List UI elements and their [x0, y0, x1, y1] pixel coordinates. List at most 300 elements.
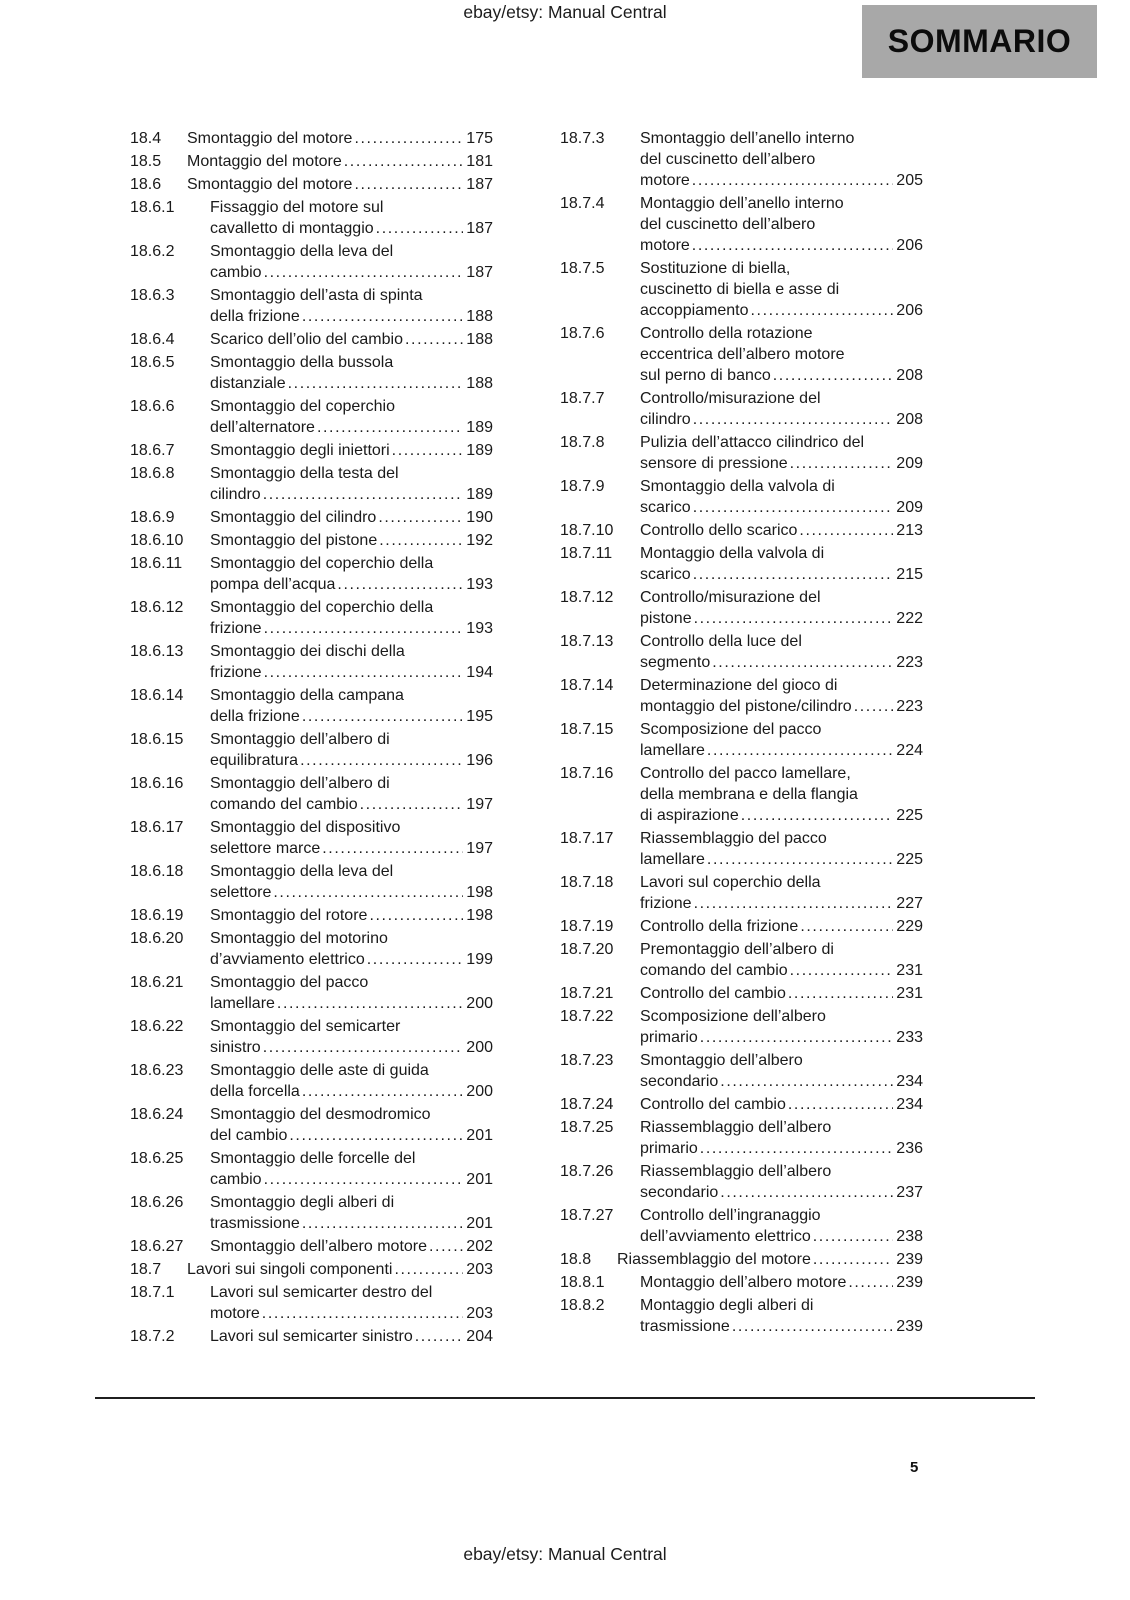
toc-title-line: Smontaggio dell’albero: [640, 1052, 803, 1069]
toc-title-lastline: [210, 440, 493, 461]
toc-entry: [560, 388, 923, 430]
toc-title-text: lamellare: [640, 742, 705, 759]
toc-title-text: selettore marce: [210, 840, 321, 857]
dot-leader: [289, 1125, 463, 1146]
toc-entry-title: [210, 1236, 493, 1257]
toc-entry-page: 189: [466, 486, 493, 503]
toc-title-text: sinistro: [210, 1039, 261, 1056]
toc-entry-number: 18.7.1: [130, 1284, 175, 1301]
toc-column-right: [560, 128, 923, 1349]
toc-title-line: Lavori sul semicarter destro del: [210, 1284, 433, 1301]
dot-leader: [302, 706, 463, 727]
toc-entry: [560, 543, 923, 585]
toc-entry-title: [640, 983, 923, 1004]
toc-title-text: Lavori sui singoli componenti: [187, 1261, 393, 1278]
toc-entry: [130, 1060, 493, 1102]
toc-entry-page: 215: [896, 566, 923, 583]
toc-entry-page: 200: [466, 1039, 493, 1056]
dot-leader: [337, 574, 463, 595]
toc-title-lastline: [640, 960, 923, 981]
toc-title-text: distanziale: [210, 375, 286, 392]
toc-entry-page: 195: [466, 708, 493, 725]
toc-entry-page: 193: [466, 620, 493, 637]
toc-entry-number: 18.6.22: [130, 1018, 184, 1035]
toc-entry-number: 18.7.6: [560, 325, 605, 342]
toc-entry-page: 193: [466, 576, 493, 593]
toc-entry: [130, 530, 493, 551]
dot-leader: [700, 1027, 894, 1048]
toc-title-lastline: [210, 662, 493, 683]
toc-title-lastline: [640, 365, 923, 386]
toc-entry-title: [640, 1050, 923, 1092]
toc-title-line: Pulizia dell’attacco cilindrico del: [640, 434, 865, 451]
toc-title-text: Smontaggio del rotore: [210, 907, 368, 924]
toc-title-text: frizione: [210, 620, 262, 637]
toc-title-lastline: [210, 507, 493, 528]
toc-title-lastline: [210, 484, 493, 505]
dot-leader: [694, 893, 894, 914]
toc-entry: [560, 1050, 923, 1092]
toc-entry-number: 18.7: [130, 1261, 162, 1278]
toc-entry-title: [210, 285, 493, 327]
toc-entry: [130, 1326, 493, 1347]
toc-title-text: Smontaggio del pistone: [210, 532, 378, 549]
toc-title-line: Smontaggio del coperchio: [210, 398, 396, 415]
toc-title-lastline: [210, 530, 493, 551]
toc-entry-page: 206: [896, 302, 923, 319]
toc-entry-page: 227: [896, 895, 923, 912]
toc-entry-number: 18.7.22: [560, 1008, 614, 1025]
toc-entry-number: 18.7.10: [560, 522, 614, 539]
toc-entry-title: [640, 1094, 923, 1115]
toc-title-line: della membrana e della flangia: [640, 786, 858, 803]
toc-title-line: Riassemblaggio dell’albero: [640, 1119, 832, 1136]
toc-entry: [130, 685, 493, 727]
toc-entry: [560, 719, 923, 761]
toc-title-lastline: [210, 417, 493, 438]
toc-title-text: cambio: [210, 264, 262, 281]
toc-title-line: Montaggio degli alberi di: [640, 1297, 814, 1314]
toc-entry-number: 18.7.18: [560, 874, 614, 891]
toc-entry: [560, 520, 923, 541]
toc-entry-number: 18.7.4: [560, 195, 605, 212]
toc-entry-title: [640, 323, 923, 386]
toc-entry-title: [640, 587, 923, 629]
toc-entry-page: 189: [466, 442, 493, 459]
toc-entry-number: 18.8.1: [560, 1274, 605, 1291]
toc-title-lastline: [640, 893, 923, 914]
toc-entry: [560, 432, 923, 474]
toc-entry-number: 18.6.20: [130, 930, 184, 947]
toc-entry: [130, 905, 493, 926]
toc-entry-page: 239: [896, 1318, 923, 1335]
dot-leader: [720, 1182, 893, 1203]
toc-title-line: Smontaggio degli alberi di: [210, 1194, 395, 1211]
dot-leader: [693, 409, 894, 430]
dot-leader: [790, 453, 894, 474]
toc-title-line: Lavori sul coperchio della: [640, 874, 821, 891]
toc-entry-title: [640, 258, 923, 321]
toc-title-lastline: [640, 453, 923, 474]
toc-entry: [130, 128, 493, 149]
toc-entry-page: 239: [896, 1274, 923, 1291]
toc-title-lastline: [187, 151, 493, 172]
toc-title-lastline: [210, 1169, 493, 1190]
toc-entry-title: [210, 1326, 493, 1347]
toc-title-line: Riassemblaggio del pacco: [640, 830, 827, 847]
toc-entry-page: 196: [466, 752, 493, 769]
toc-entry-title: [210, 352, 493, 394]
toc-entry-page: 194: [466, 664, 493, 681]
toc-title-text: Smontaggio dell’albero motore: [210, 1238, 428, 1255]
toc-entry-number: 18.6.14: [130, 687, 184, 704]
toc-entry-number: 18.7.8: [560, 434, 605, 451]
toc-title-lastline: [640, 916, 923, 937]
toc-title-text: scarico: [640, 499, 691, 516]
toc-entry-page: 181: [466, 153, 493, 170]
toc-entry-title: [210, 197, 493, 239]
toc-title-text: motore: [640, 172, 690, 189]
toc-entry-title: [640, 1161, 923, 1203]
toc-title-lastline: [640, 497, 923, 518]
toc-entry-number: 18.6.17: [130, 819, 184, 836]
toc-entry-title: [210, 553, 493, 595]
toc-entry-number: 18.6.21: [130, 974, 184, 991]
dot-leader: [693, 564, 894, 585]
dot-leader: [300, 750, 463, 771]
toc-title-text: pistone: [640, 610, 692, 627]
toc-title-line: Smontaggio dell’albero di: [210, 775, 390, 792]
toc-title-lastline: [187, 1259, 493, 1280]
toc-title-text: comando del cambio: [210, 796, 358, 813]
toc-entry-title: [640, 631, 923, 673]
dot-leader: [378, 507, 463, 528]
toc-title-text: Montaggio del motore: [187, 153, 342, 170]
toc-entry: [560, 1161, 923, 1203]
toc-title-line: cuscinetto di biella e asse di: [640, 281, 840, 298]
toc-title-lastline: [210, 882, 493, 903]
toc-entry: [130, 329, 493, 350]
toc-title-line: Smontaggio della leva del: [210, 243, 394, 260]
toc-entry-number: 18.6.10: [130, 532, 184, 549]
dot-leader: [394, 1259, 463, 1280]
toc-entry-number: 18.6.9: [130, 509, 175, 526]
toc-title-line: Controllo della rotazione: [640, 325, 813, 342]
toc-entry-number: 18.6.11: [130, 555, 183, 572]
toc-entry-number: 18.6.8: [130, 465, 175, 482]
toc-entry-number: 18.6.24: [130, 1106, 184, 1123]
toc-entry: [560, 1006, 923, 1048]
toc-entry: [130, 174, 493, 195]
toc-entry-page: 233: [896, 1029, 923, 1046]
toc-title-text: della frizione: [210, 708, 300, 725]
toc-entry: [130, 507, 493, 528]
toc-title-lastline: [210, 1037, 493, 1058]
toc-title-text: Controllo del cambio: [640, 985, 786, 1002]
toc-entry-number: 18.6.3: [130, 287, 175, 304]
toc-title-line: Smontaggio della valvola di: [640, 478, 835, 495]
toc-entry-page: 188: [466, 375, 493, 392]
toc-title-line: Scomposizione del pacco: [640, 721, 822, 738]
dot-leader: [732, 1316, 893, 1337]
toc-title-line: Controllo/misurazione del: [640, 589, 821, 606]
toc-entry-page: 205: [896, 172, 923, 189]
toc-entry-number: 18.6.25: [130, 1150, 184, 1167]
toc-title-text: frizione: [640, 895, 692, 912]
toc-entry: [560, 1117, 923, 1159]
toc-title-lastline: [640, 1226, 923, 1247]
dot-leader: [720, 1071, 893, 1092]
toc-entry: [560, 872, 923, 914]
toc-title-lastline: [210, 838, 493, 859]
toc-title-lastline: [210, 1236, 493, 1257]
dot-leader: [405, 329, 463, 350]
toc-entry: [130, 241, 493, 283]
toc-entry: [130, 861, 493, 903]
toc-entry-number: 18.7.9: [560, 478, 605, 495]
toc-entry-page: 204: [466, 1328, 493, 1345]
toc-entry: [560, 983, 923, 1004]
dot-leader: [262, 1303, 464, 1324]
toc-title-lastline: [640, 696, 923, 717]
dot-leader: [788, 983, 893, 1004]
toc-entry-page: 209: [896, 499, 923, 516]
toc-title-lastline: [640, 1272, 923, 1293]
toc-entry-title: [210, 773, 493, 815]
toc-entry-title: [640, 476, 923, 518]
toc-title-line: Smontaggio della leva del: [210, 863, 394, 880]
toc-title-line: Smontaggio del desmodromico: [210, 1106, 431, 1123]
toc-title-lastline: [640, 740, 923, 761]
toc-entry: [130, 197, 493, 239]
toc-title-text: Controllo dello scarico: [640, 522, 798, 539]
toc-title-line: Smontaggio del coperchio della: [210, 599, 434, 616]
dot-leader: [813, 1226, 894, 1247]
toc-title-text: d’avviamento elettrico: [210, 951, 365, 968]
toc-entry: [130, 151, 493, 172]
toc-title-line: Riassemblaggio dell’albero: [640, 1163, 832, 1180]
toc-entry-number: 18.6.4: [130, 331, 175, 348]
toc-title-text: frizione: [210, 664, 262, 681]
toc-entry: [130, 352, 493, 394]
toc-entry-number: 18.5: [130, 153, 162, 170]
toc-entry-title: [640, 520, 923, 541]
toc-title-text: di aspirazione: [640, 807, 739, 824]
toc-entry-title: [210, 905, 493, 926]
toc-entry: [560, 675, 923, 717]
toc-title-lastline: [640, 409, 923, 430]
toc-title-lastline: [210, 306, 493, 327]
toc-entry-page: 200: [466, 1083, 493, 1100]
toc-entry-number: 18.6.7: [130, 442, 175, 459]
toc-title-lastline: [210, 1303, 493, 1324]
toc-title-lastline: [640, 652, 923, 673]
toc-entry-page: 206: [896, 237, 923, 254]
toc-entry-number: 18.7.17: [560, 830, 614, 847]
toc-entry-number: 18.6.6: [130, 398, 175, 415]
dot-leader: [692, 235, 894, 256]
toc-entry-number: 18.7.2: [130, 1328, 175, 1345]
toc-entry-page: 200: [466, 995, 493, 1012]
toc-entry: [130, 729, 493, 771]
toc-entry-page: 236: [896, 1140, 923, 1157]
toc-entry-number: 18.6.12: [130, 599, 184, 616]
toc-entry-number: 18.7.3: [560, 130, 605, 147]
toc-title-line: Smontaggio della bussola: [210, 354, 394, 371]
toc-entry: [130, 553, 493, 595]
toc-title-lastline: [210, 794, 493, 815]
toc-entry-page: 229: [896, 918, 923, 935]
toc-entry-page: 225: [896, 807, 923, 824]
toc-entry-title: [640, 1117, 923, 1159]
toc-entry-page: 203: [466, 1261, 493, 1278]
toc-entry-page: 223: [896, 698, 923, 715]
toc-entry-page: 238: [896, 1228, 923, 1245]
dot-leader: [700, 1138, 894, 1159]
dot-leader: [773, 365, 894, 386]
toc-title-line: Controllo/misurazione del: [640, 390, 821, 407]
toc-entry-page: 197: [466, 796, 493, 813]
toc-entry-page: 222: [896, 610, 923, 627]
toc-entry-page: 209: [896, 455, 923, 472]
toc-entry-number: 18.7.11: [560, 545, 613, 562]
toc-entry-title: [210, 972, 493, 1014]
toc-entry-page: 189: [466, 419, 493, 436]
toc-title-line: eccentrica dell’albero motore: [640, 346, 845, 363]
toc-entry: [130, 597, 493, 639]
toc-entry-title: [640, 719, 923, 761]
toc-title-text: motore: [210, 1305, 260, 1322]
toc-title-text: primario: [640, 1029, 698, 1046]
toc-entry-number: 18.6.13: [130, 643, 184, 660]
toc-entry-number: 18.7.15: [560, 721, 614, 738]
toc-title-lastline: [210, 1326, 493, 1347]
toc-title-text: Smontaggio del motore: [187, 176, 353, 193]
toc-title-text: Riassemblaggio del motore: [617, 1251, 811, 1268]
toc-title-text: selettore: [210, 884, 272, 901]
dot-leader: [302, 1081, 463, 1102]
toc-title-line: del cuscinetto dell’albero: [640, 151, 816, 168]
toc-title-line: Determinazione del gioco di: [640, 677, 838, 694]
toc-entry-title: [617, 1249, 923, 1270]
toc-title-lastline: [210, 1125, 493, 1146]
toc-entry-page: 187: [466, 176, 493, 193]
toc-entry-number: 18.7.23: [560, 1052, 614, 1069]
toc-entry-number: 18.7.16: [560, 765, 614, 782]
toc-entry-page: 225: [896, 851, 923, 868]
toc-entry-page: 239: [896, 1251, 923, 1268]
dot-leader: [367, 949, 464, 970]
toc-title-text: scarico: [640, 566, 691, 583]
toc-title-text: Controllo del cambio: [640, 1096, 786, 1113]
toc-title-lastline: [210, 262, 493, 283]
toc-column-left: [130, 128, 493, 1349]
dot-leader: [848, 1272, 893, 1293]
toc-entry-title: [640, 1205, 923, 1247]
toc-entry: [130, 1259, 493, 1280]
dot-leader: [712, 652, 893, 673]
toc-entry-page: 202: [466, 1238, 493, 1255]
toc-entry-number: 18.7.14: [560, 677, 614, 694]
toc-entry-title: [640, 388, 923, 430]
toc-entry-title: [210, 597, 493, 639]
toc-entry: [130, 773, 493, 815]
toc-entry: [130, 396, 493, 438]
watermark-header: ebay/etsy: Manual Central: [463, 2, 667, 22]
toc-entry: [130, 1148, 493, 1190]
dot-leader: [360, 794, 464, 815]
toc-title-line: Smontaggio dell’anello interno: [640, 130, 855, 147]
dot-leader: [354, 128, 463, 149]
toc-entry-number: 18.6.2: [130, 243, 175, 260]
toc-title-line: Smontaggio dell’asta di spinta: [210, 287, 423, 304]
toc-title-text: secondario: [640, 1073, 719, 1090]
toc-title-text: accoppiamento: [640, 302, 749, 319]
toc-entry-number: 18.6.27: [130, 1238, 184, 1255]
toc-entry-title: [210, 1016, 493, 1058]
toc-entry: [560, 1249, 923, 1270]
dot-leader: [392, 440, 464, 461]
dot-leader: [429, 1236, 463, 1257]
toc-entry-number: 18.6: [130, 176, 162, 193]
toc-title-lastline: [640, 805, 923, 826]
dot-leader: [369, 905, 463, 926]
toc-title-line: Controllo dell’ingranaggio: [640, 1207, 821, 1224]
toc-entry-page: 223: [896, 654, 923, 671]
toc-title-lastline: [617, 1249, 923, 1270]
toc-title-line: Smontaggio del motorino: [210, 930, 388, 947]
toc-title-text: lamellare: [640, 851, 705, 868]
toc-title-lastline: [210, 574, 493, 595]
toc-entry-page: 213: [896, 522, 923, 539]
toc-title-line: Sostituzione di biella,: [640, 260, 791, 277]
toc-title-line: Scomposizione dell’albero: [640, 1008, 826, 1025]
toc-entry: [130, 1192, 493, 1234]
toc-entry: [560, 1272, 923, 1293]
toc-title-line: Smontaggio delle aste di guida: [210, 1062, 429, 1079]
toc-title-line: del cuscinetto dell’albero: [640, 216, 816, 233]
toc-entry-title: [640, 1272, 923, 1293]
toc-entry-page: 208: [896, 367, 923, 384]
toc-entry-number: 18.7.25: [560, 1119, 614, 1136]
toc-title-line: Controllo della luce del: [640, 633, 802, 650]
toc-entry-title: [640, 939, 923, 981]
toc-title-text: montaggio del pistone/cilindro: [640, 698, 852, 715]
toc-title-text: trasmissione: [210, 1215, 300, 1232]
toc-title-lastline: [640, 1182, 923, 1203]
toc-title-text: secondario: [640, 1184, 719, 1201]
toc-entry: [560, 916, 923, 937]
toc-entry-page: 224: [896, 742, 923, 759]
toc-title-lastline: [640, 1094, 923, 1115]
toc-entry: [560, 828, 923, 870]
toc-entry-title: [640, 432, 923, 474]
toc-entry-page: 231: [896, 962, 923, 979]
page-number: 5: [910, 1459, 919, 1476]
toc-entry-number: 18.7.19: [560, 918, 614, 935]
toc-entry: [560, 631, 923, 673]
toc-title-lastline: [640, 1027, 923, 1048]
toc-title-text: Montaggio dell’albero motore: [640, 1274, 847, 1291]
toc-title-text: equilibratura: [210, 752, 299, 769]
toc-title-lastline: [210, 1213, 493, 1234]
watermark-footer: ebay/etsy: Manual Central: [463, 1544, 667, 1564]
toc-entry-page: 190: [466, 509, 493, 526]
dot-leader: [302, 1213, 463, 1234]
toc-entry-title: [640, 543, 923, 585]
footer-divider: [95, 1397, 1035, 1399]
toc-entry-page: 198: [466, 884, 493, 901]
